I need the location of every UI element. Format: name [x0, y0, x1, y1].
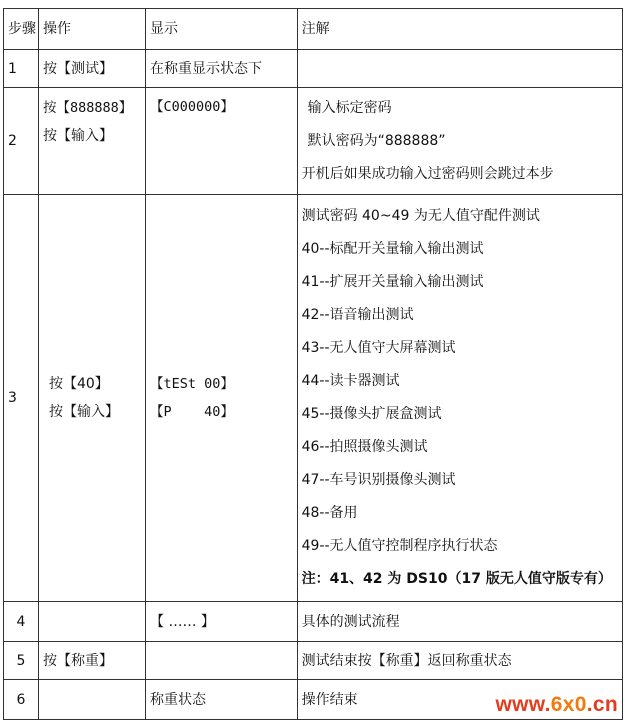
- display-text: 【C000000】: [150, 99, 234, 115]
- note-cell: [297, 195, 622, 602]
- header-note: 注解: [297, 9, 622, 50]
- note-text: 测试结束按【称重】返回称重状态: [301, 652, 512, 669]
- note-text: 42--语音输出测试: [301, 307, 414, 323]
- note-cell: [297, 602, 622, 642]
- note-text: 44--读卡器测试: [301, 373, 400, 389]
- note-text: 43--无人值守大屏幕测试: [301, 340, 456, 356]
- note-emphasis: 注：41、42 为 DS10（17 版无人值守版专有）: [301, 571, 612, 587]
- operation-cell: [38, 50, 145, 88]
- operation-text: 按【输入】: [48, 404, 119, 420]
- step-number: 2: [4, 88, 39, 195]
- header-operation: 操作: [38, 9, 145, 50]
- note-text: 46--拍照摄像头测试: [301, 439, 428, 455]
- note-cell: [297, 642, 622, 680]
- note-text: 具体的测试流程: [301, 613, 400, 630]
- operation-text: 按【888888】: [42, 100, 133, 116]
- display-cell: [146, 50, 298, 88]
- note-text: 测试密码 40~49 为无人值守配件测试: [301, 208, 540, 224]
- operation-text: 按【测试】: [42, 60, 113, 77]
- operation-text: 按【称重】: [42, 652, 113, 669]
- header-row: [4, 9, 623, 50]
- watermark-number: 6x0: [550, 693, 587, 716]
- operation-cell: [38, 680, 145, 720]
- watermark-suffix: .cn: [586, 693, 618, 716]
- table-row-5: [4, 642, 623, 680]
- table-row-4: [4, 602, 623, 642]
- site-watermark: [496, 693, 618, 717]
- operation-text: 按【输入】: [42, 128, 113, 144]
- display-text: 【P 40】: [150, 404, 234, 420]
- display-text: 在称重显示状态下: [150, 60, 263, 77]
- note-text: 47--车号识别摄像头测试: [301, 472, 456, 488]
- display-cell: [146, 642, 298, 680]
- table-row-3: [4, 195, 623, 602]
- note-text: 41--扩展开关量输入输出测试: [301, 274, 484, 290]
- table-row-2: [4, 88, 623, 195]
- step-number: 4: [4, 602, 39, 642]
- note-text: 40--标配开关量输入输出测试: [301, 241, 484, 257]
- step-number: 6: [4, 680, 39, 720]
- note-text: 49--无人值守控制程序执行状态: [301, 538, 498, 554]
- display-cell: [146, 602, 298, 642]
- note-cell: [297, 88, 622, 195]
- operation-cell: [38, 195, 145, 602]
- display-text: 【 …… 】: [150, 613, 215, 630]
- step-number: 1: [4, 50, 39, 88]
- operation-text: 按【40】: [48, 376, 109, 392]
- display-cell: [146, 195, 298, 602]
- display-text: 称重状态: [150, 691, 207, 708]
- display-cell: [146, 88, 298, 195]
- header-display: 显示: [146, 9, 298, 50]
- note-text: 操作结束: [301, 691, 358, 708]
- operation-cell: [38, 88, 145, 195]
- note-text: 输入标定密码: [307, 99, 392, 116]
- note-text: 48--备用: [301, 505, 358, 521]
- note-text: 45--摄像头扩展盒测试: [301, 406, 442, 422]
- step-number: 5: [4, 642, 39, 680]
- steps-table: [3, 8, 623, 720]
- display-cell: [146, 680, 298, 720]
- header-step: 步骤: [4, 9, 39, 50]
- table-row-1: [4, 50, 623, 88]
- note-text: 默认密码为“888888”: [307, 132, 446, 149]
- note-text: 开机后如果成功输入过密码则会跳过本步: [301, 165, 554, 182]
- operation-cell: [38, 642, 145, 680]
- operation-cell: [38, 602, 145, 642]
- note-cell: [297, 50, 622, 88]
- display-text: 【tESt 00】: [150, 376, 234, 392]
- step-number: 3: [4, 195, 39, 602]
- watermark-prefix: www.: [495, 693, 551, 716]
